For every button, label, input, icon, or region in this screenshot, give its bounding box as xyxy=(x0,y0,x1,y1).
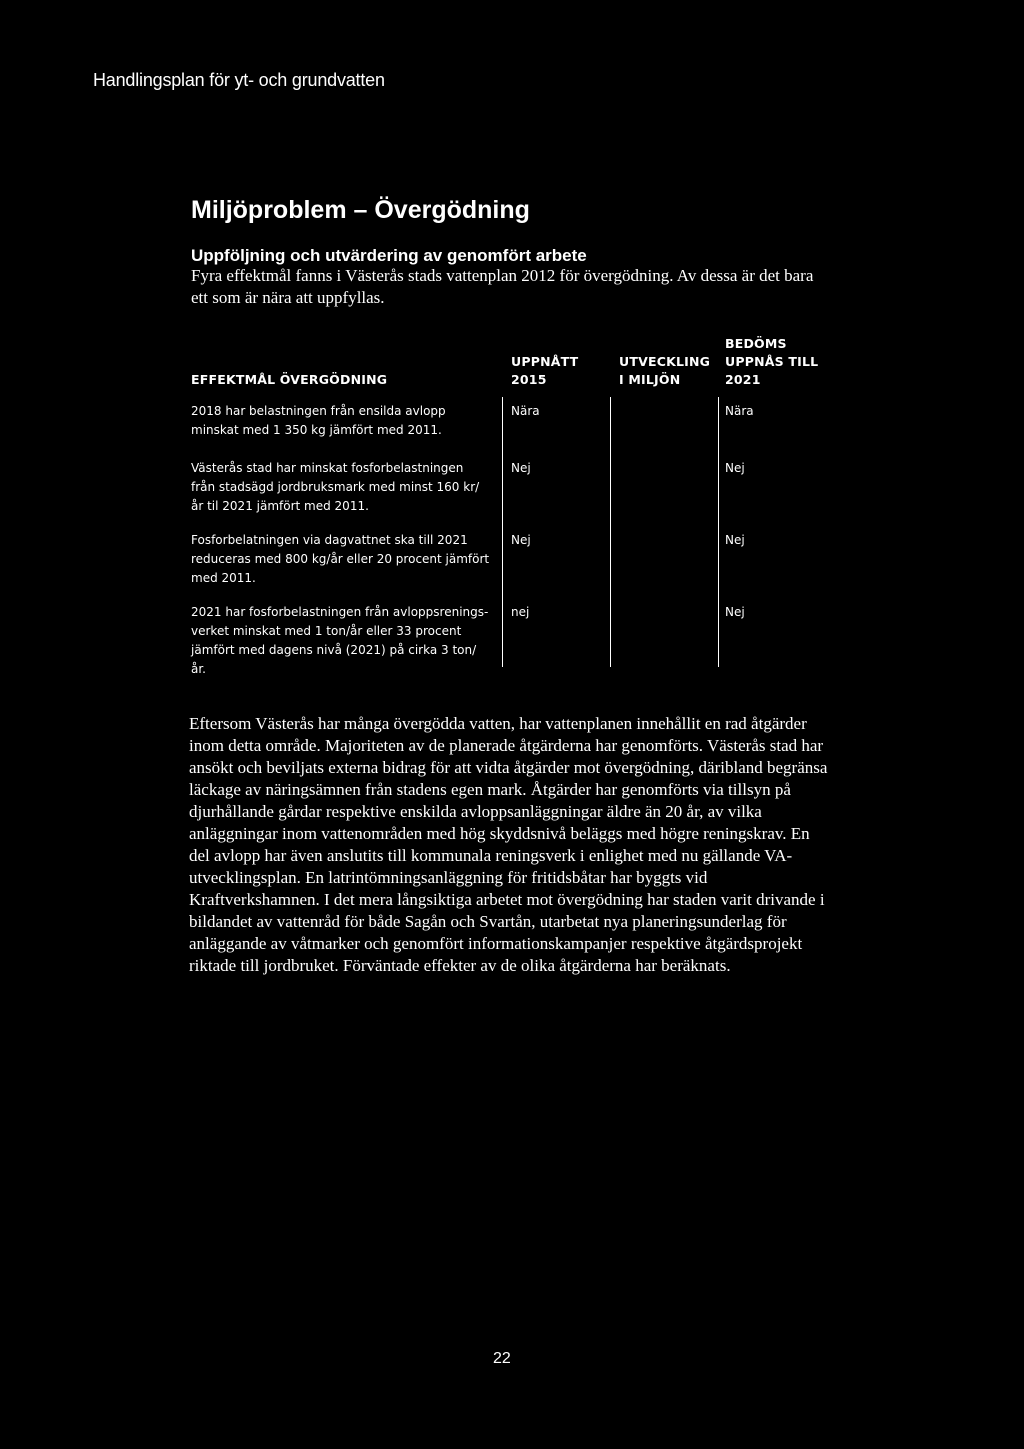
header-forecast-line3: 2021 xyxy=(725,372,761,387)
table-row-goal: 2018 har belastningen från ensilda avlopp minskat med 1 350 kg jämfört med 2011. xyxy=(191,404,446,437)
intro-paragraph: Fyra effektmål fanns i Västerås stads vattenplan 2012 för övergödning. Av dessa är det bara ett som är nära att uppfyllas. xyxy=(191,266,814,307)
column-divider-achieved xyxy=(502,397,503,667)
header-forecast-line2: UPPNÅS TILL xyxy=(725,354,819,369)
table-row-goal: Fosforbelatningen via dagvattnet ska till 2021 reduceras med 800 kg/år eller 20 procent jämfört med 2011. xyxy=(191,533,490,585)
section-subheading: Uppföljning och utvärdering av genomfört arbete xyxy=(191,246,587,265)
table-row-forecast: Nej xyxy=(725,461,745,475)
section-title: Miljöproblem – Övergödning xyxy=(191,196,530,224)
column-divider-forecast xyxy=(718,397,719,667)
table-row-forecast: Nej xyxy=(725,533,745,547)
page-number: 22 xyxy=(493,1350,511,1367)
table-row-achieved: nej xyxy=(511,605,530,619)
table-row-achieved: Nej xyxy=(511,461,531,475)
header-trend-line1: UTVECKLING xyxy=(619,354,711,369)
header-achieved-line1: UPPNÅTT xyxy=(511,354,579,369)
header-trend-line2: I MILJÖN xyxy=(619,372,681,387)
header-trend xyxy=(619,353,710,389)
table-row-forecast: Nära xyxy=(725,404,754,418)
table-row-achieved: Nej xyxy=(511,533,531,547)
table-row-goal: 2021 har fosforbelastningen från avloppsrenings-verket minskat med 1 ton/år eller 33 procent jämfört med dagens nivå (2021) på cirka 3 ton/år. xyxy=(191,605,489,676)
header-forecast-line1: BEDÖMS xyxy=(725,336,787,351)
header-achieved xyxy=(511,353,578,389)
column-divider-trend xyxy=(610,397,611,667)
body-paragraph: Eftersom Västerås har många övergödda vatten, har vattenplanen innehållit en rad åtgärder inom detta område. Majoriteten av de planerade åtgärderna har genomförts. Västerås stad har ansökt och beviljats externa bidrag för att vidta åtgärder mot övergödning, däribland begränsa läckage av näringsämnen från stadens egen mark. Åtgärder har genomförts via tillsyn på djurhållande gårdar respektive enskilda avloppsanläggningar äldre än 20 år, av vilka anläggningar inom vattenområden med hög skyddsnivå beläggs med högre reningskrav. En del avlopp har även anslutits till kommunala reningsverk i enlighet med nu gällande VA-utvecklingsplan. En latrintömningsanläggning för fritidsbåtar har byggts vid Kraftverkshamnen. I det mera långsiktiga arbetet mot övergödning har staden varit drivande i bildandet av vattenråd för både Sagån och Svartån, utarbetat nya planeringsunderlag för anläggande av våtmarker och genomfört informationskampanjer respektive åtgärdsprojekt riktade till jordbruket. Förväntade effekter av de olika åtgärderna har beräknats. xyxy=(189,714,828,975)
table-row-forecast: Nej xyxy=(725,605,745,619)
header-forecast xyxy=(725,335,818,389)
table-row-goal: Västerås stad har minskat fosforbelastningen från stadsägd jordbruksmark med minst 160 kr/år til 2021 jämfört med 2011. xyxy=(191,461,480,513)
header-achieved-line2: 2015 xyxy=(511,372,547,387)
header-goal: EFFEKTMÅL ÖVERGÖDNING xyxy=(191,372,388,387)
running-header: Handlingsplan för yt- och grundvatten xyxy=(93,70,385,90)
table-row-achieved: Nära xyxy=(511,404,540,418)
